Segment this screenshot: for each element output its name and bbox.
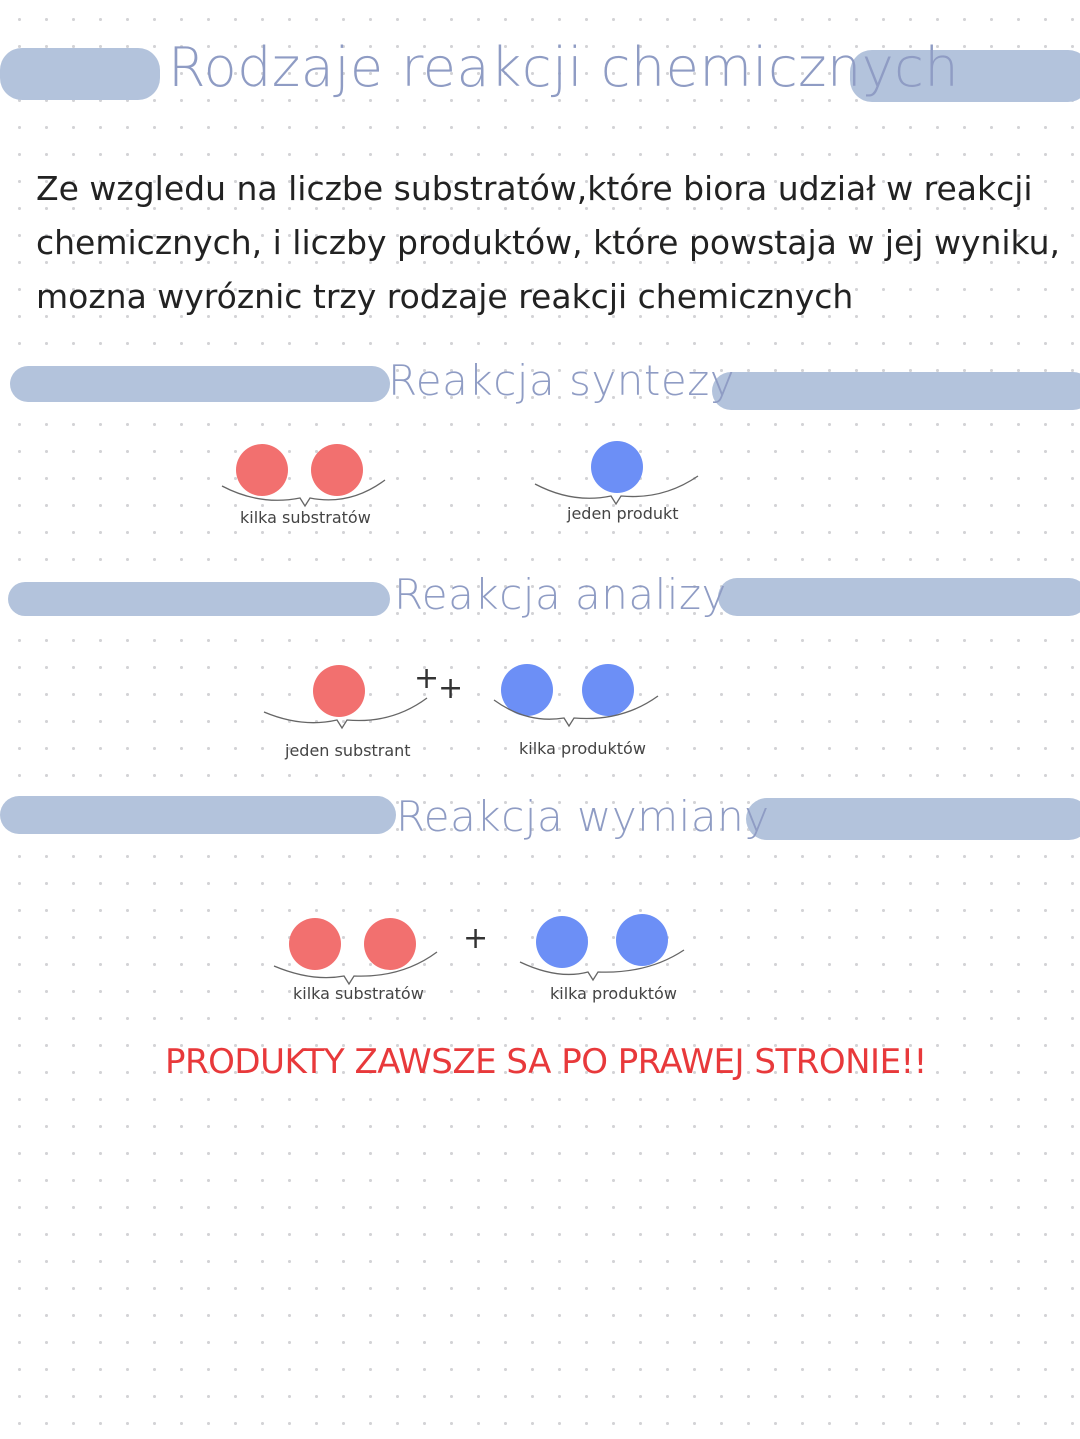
analysis-plus-2: + — [438, 671, 464, 706]
synthesis-left-caption: kilka substratów — [240, 508, 371, 527]
analysis-highlight-left — [8, 582, 390, 616]
synthesis-right-caption: jeden produkt — [567, 504, 679, 523]
exchange-product-brace — [518, 948, 688, 978]
synthesis-heading: Reakcja syntezy — [388, 356, 736, 405]
intro-line-2: chemicznych, i liczby produktów, które powstaja w jej wyniku, — [36, 223, 1061, 262]
synthesis-highlight-right — [712, 372, 1080, 410]
analysis-substrate-brace — [262, 696, 432, 726]
synthesis-highlight-left — [10, 366, 390, 402]
exchange-substrate-brace — [272, 950, 442, 980]
analysis-left-caption: jeden substrant — [285, 741, 411, 760]
page-title: Rodzaje reakcji chemicznych — [168, 36, 960, 99]
exchange-highlight-right — [746, 798, 1080, 840]
intro-line-3: mozna wyróznic trzy rodzaje reakcji chemicznych — [36, 277, 854, 316]
analysis-plus-1: + — [414, 661, 440, 696]
synthesis-product-brace — [533, 474, 703, 504]
products-right-side-note: PRODUKTY ZAWSZE SA PO PRAWEJ STRONIE!! — [165, 1042, 927, 1082]
exchange-plus: + — [463, 921, 489, 956]
exchange-right-caption: kilka produktów — [550, 984, 677, 1003]
synthesis-substrate-brace — [220, 478, 390, 508]
analysis-right-caption: kilka produktów — [519, 739, 646, 758]
exchange-highlight-left — [0, 796, 396, 834]
analysis-product-brace — [492, 694, 662, 728]
analysis-heading: Reakcja analizy — [394, 570, 727, 619]
title-highlight-left — [0, 48, 160, 100]
exchange-heading: Reakcja wymiany — [396, 792, 770, 841]
analysis-highlight-right — [718, 578, 1080, 616]
intro-paragraph — [36, 162, 1061, 324]
intro-line-1: Ze wzgledu na liczbe substratów,które biora udział w reakcji — [36, 169, 1033, 208]
exchange-left-caption: kilka substratów — [293, 984, 424, 1003]
